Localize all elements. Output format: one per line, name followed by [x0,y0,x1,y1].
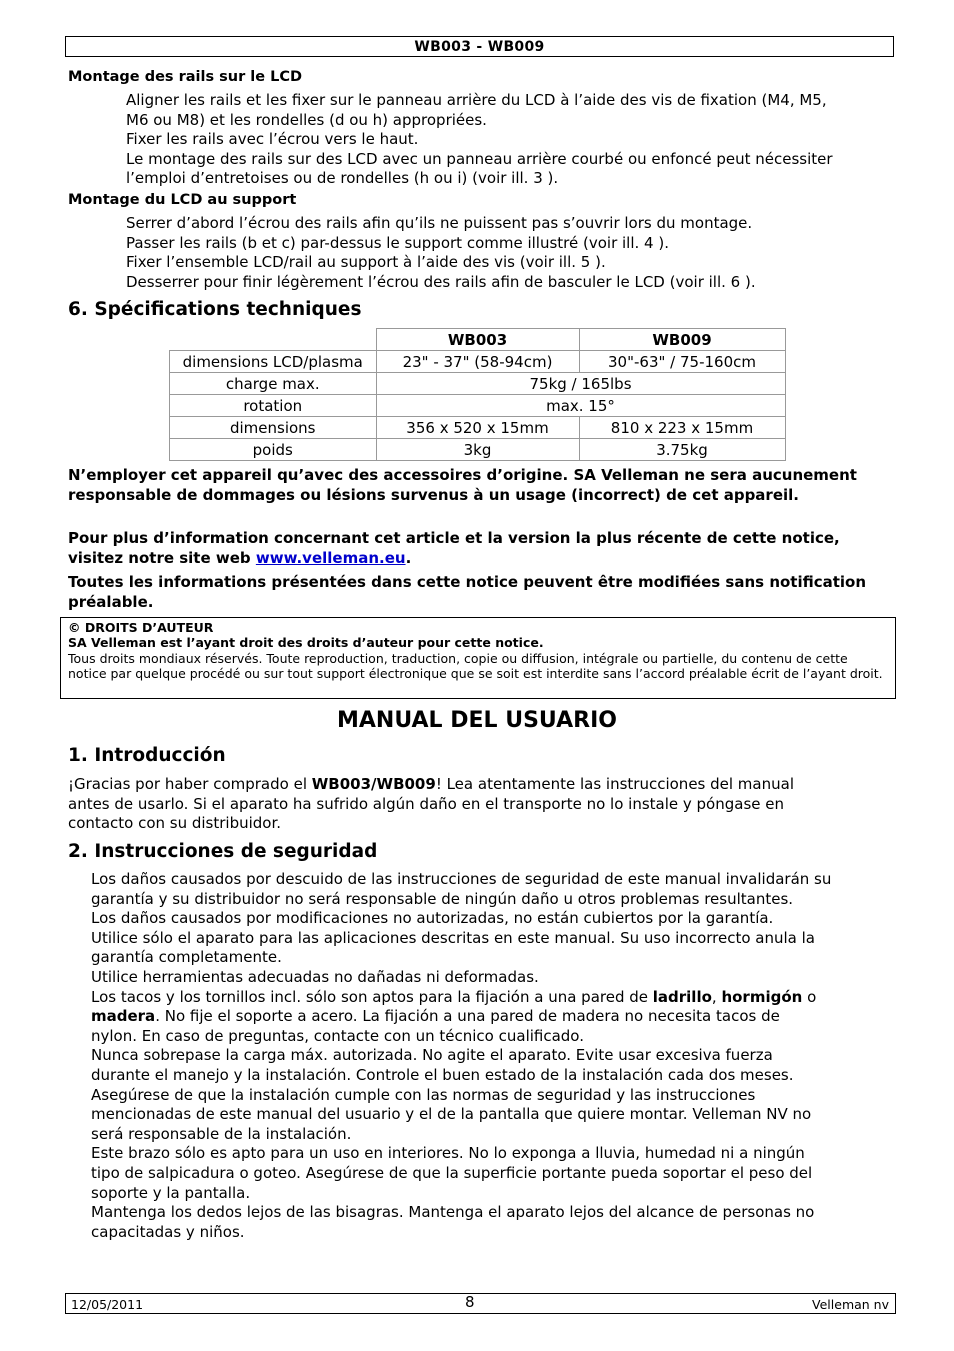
text-fragment: , [711,987,722,1006]
notice-accessories: N’employer cet appareil qu’avec des accessoires d’origine. SA Velleman ne sera aucunement responsable de dommages ou lésions survenus à un usage (incorrect) de cet appareil. [68,466,857,504]
section-heading-rails: Montage des rails sur le LCD [68,69,303,85]
text-fragment: ¡Gracias por haber comprado el [68,775,312,793]
intro-text [68,775,894,834]
text-line [91,1007,891,1027]
page-footer [65,1293,896,1314]
cell-both: 75kg / 165lbs [376,373,785,395]
text-line: Fixer l’ensemble LCD/rail au support à l’aide des vis (voir ill. 5 ). [126,253,606,272]
lcd-text [126,214,896,292]
spec-table [169,328,786,461]
rails-text [126,91,896,189]
intro-heading: 1. Introducción [68,745,226,766]
text-line: durante el manejo y la instalación. Controle el buen estado de la instalación cada dos meses. [91,1065,794,1084]
notice-period: . [405,548,412,567]
spec-title: 6. Spécifications techniques [68,299,362,320]
bold-hormigon: hormigón [721,987,803,1006]
text-line: tipo de salpicadura o goteo. Asegúrese de que la superficie portante pueda soportar el peso del [91,1163,813,1182]
table-row [170,351,786,373]
text-line: Serrer d’abord l’écrou des rails afin qu’ils ne puissent pas s’ouvrir lors du montage. [126,214,753,232]
table-row [170,395,786,417]
cell-wb003: 356 x 520 x 15mm [376,417,579,439]
document-header: WB003 - WB009 [65,36,894,57]
text-line: Le montage des rails sur des LCD avec un panneau arrière courbé ou enfoncé peut nécessiter [126,149,833,168]
text-line: Utilice herramientas adecuadas no dañadas ni deformadas. [91,967,539,986]
bold-ladrillo: ladrillo [652,987,712,1006]
text-line: antes de usarlo. Si el aparato ha sufrido algún daño en el transporte no lo instale y póngase en [68,794,784,813]
text-line [68,775,894,795]
notice-website-text: Pour plus d’information concernant cet article et la version la plus récente de cette notice, visitez notre site web [68,529,840,567]
notice-modification: Toutes les informations présentées dans cette notice peuvent être modifiées sans notification préalable. [68,573,867,611]
text-line: Fixer les rails avec l’écrou vers le haut. [126,130,419,149]
section-heading-lcd: Montage du LCD au support [68,192,297,208]
text-fragment: . No fije el soporte a acero. La fijación a una pared de madera no necesita tacos de [155,1007,780,1026]
copyright-box [60,617,896,699]
bold-madera: madera [91,1007,156,1026]
footer-date: 12/05/2011 [71,1297,144,1312]
text-line: garantía y su distribuidor no será responsable de ningún daño u otros problemas resultantes. [91,889,794,908]
copyright-owner: SA Velleman est l’ayant droit des droits d’auteur pour cette notice. [68,635,544,651]
copyright-body: Tous droits mondiaux réservés. Toute reproduction, traduction, copie ou diffusion, intégrale ou partielle, du contenu de cette notice par quelque procédé ou sur tout support électronique que se soit est interdite sans l’accord préalable écrit de l’ayant droit. [68,650,883,682]
text-line: Desserrer pour finir légèrement l’écrou des rails afin de basculer le LCD (voir ill. 6 ). [126,272,756,291]
row-label: charge max. [170,373,377,395]
table-row [170,373,786,395]
text-line: soporte y la pantalla. [91,1183,251,1202]
row-label: dimensions [170,417,377,439]
col-header-wb003: WB003 [376,329,579,351]
table-header-row [170,329,786,351]
text-line: Passer les rails (b et c) par-dessus le support comme illustré (voir ill. 4 ). [126,233,669,252]
row-label: dimensions LCD/plasma [170,351,377,373]
text-fragment: o [802,987,817,1006]
text-line: contacto con su distribuidor. [68,814,282,833]
cell-wb003: 3kg [376,439,579,461]
table-row [170,439,786,461]
text-line: garantía completamente. [91,948,282,967]
text-line: M6 ou M8) et les rondelles (d ou h) appropriées. [126,110,487,129]
text-line: Los daños causados por modificaciones no autorizadas, no están cubiertos por la garantía. [91,909,774,928]
page-number: 8 [465,1293,475,1311]
text-line: Mantenga los dedos lejos de las bisagras. Mantenga el aparato lejos del alcance de personas no [91,1203,815,1222]
col-header-wb009: WB009 [579,329,785,351]
model-name: WB003/WB009 [311,775,436,793]
cell-wb009: 30"-63" / 75-160cm [579,351,785,373]
velleman-link[interactable]: www.velleman.eu [255,548,406,567]
text-line: Asegúrese de que la instalación cumple con las normas de seguridad y las instrucciones [91,1085,756,1104]
text-line: Nunca sobrepase la carga máx. autorizada. No agite el aparato. Evite usar excesiva fuerza [91,1046,773,1065]
row-label: poids [170,439,377,461]
manual-title: MANUAL DEL USUARIO [337,708,617,733]
text-fragment: ! Lea atentamente las instrucciones del manual [435,775,794,793]
cell-wb009: 810 x 223 x 15mm [579,417,785,439]
cell-wb009: 3.75kg [579,439,785,461]
cell-both: max. 15° [376,395,785,417]
footer-company: Velleman nv [812,1297,889,1312]
text-line: capacitadas y niños. [91,1222,245,1241]
table-corner [170,329,377,351]
text-line: Los daños causados por descuido de las instrucciones de seguridad de este manual invalidarán su [91,870,832,888]
row-label: rotation [170,395,377,417]
cell-wb003: 23" - 37" (58-94cm) [376,351,579,373]
safety-heading: 2. Instrucciones de seguridad [68,841,378,862]
copyright-title: © DROITS D’AUTEUR [68,620,214,635]
text-line: será responsable de la instalación. [91,1124,352,1143]
text-line [91,988,891,1008]
text-line: Utilice sólo el aparato para las aplicaciones descritas en este manual. Su uso incorrecto anula la [91,928,815,947]
safety-text [91,870,891,1242]
text-line: mencionadas de este manual del usuario y el de la pantalla que quiere montar. Velleman NV no [91,1105,812,1124]
text-line: Este brazo sólo es apto para un uso en interiores. No lo exponga a lluvia, humedad ni a ningún [91,1144,805,1163]
table-row [170,417,786,439]
text-line: nylon. En caso de preguntas, contacte con un técnico cualificado. [91,1026,584,1045]
text-line: Aligner les rails et les fixer sur le panneau arrière du LCD à l’aide des vis de fixation (M4, M5, [126,91,827,109]
text-fragment: Los tacos y los tornillos incl. sólo son aptos para la fijación a una pared de [91,987,653,1006]
text-line: l’emploi d’entretoises ou de rondelles (h ou i) (voir ill. 3 ). [126,169,559,188]
notice-website [68,529,894,568]
